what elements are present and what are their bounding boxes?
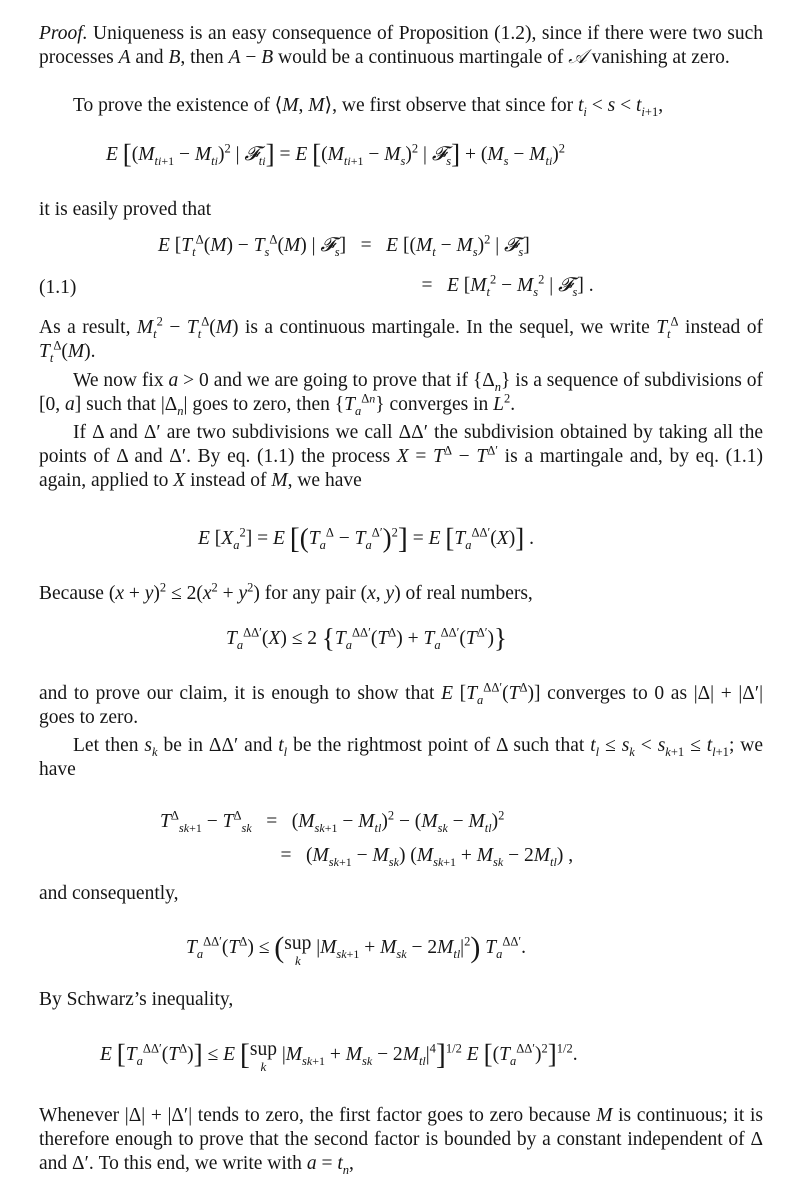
schwarz-text: By Schwarz’s inequality, [39,989,234,1010]
eq-1-1-line1: E [$T_t^\Delta(M) - T_s^\Delta(M)$ | 𝓕$_s$] = E [$(M_t - M_s)^2$ | 𝓕$_s$] [158,232,530,259]
existence-paragraph: To prove the existence of ⟨M, M⟩, we first observe that since for $t_i < s < t_{i+1}$, [73,95,664,119]
claim-paragraph: and to prove our claim, it is enough to show that E $[T_a^{\Delta\Delta'}(T^\Delta)]$ converges to 0 as |Δ| + |Δ′| goes to zero. [39,680,763,728]
equation-number: (1.1) [39,277,77,298]
difference-equation-line1: $T^\Delta_{sk+1} - T^\Delta_{sk} = (M_{sk+1} - M_{tl})^2 - (M_{sk} - M_{tl})^2$ [160,808,505,835]
proof-paragraph: Proof. Uniqueness is an easy consequence of Proposition (1.2), since if there were two such processes A and B, then A − B would be a continuous martingale of 𝒜 vanishing at zero. [39,23,763,68]
sup-bound-equation: $T_a^{\Delta\Delta'}(T^\Delta) \le (sup$ k $|M_{sk+1} + M_{sk} - 2M_{tl}|^2$) $T_a^{\Delta\Delta'}$. [186,931,526,968]
conditional-square-equation: E [$(M_{ti+1} - M_{ti})^2$ | 𝓕$_{ti}$] = E [$(M_{ti+1} - M_s)^2$ | 𝓕$_s$] + $(M_s - M_{ti})^2$ [106,139,566,169]
difference-equation-line2: = $(M_{sk+1} - M_{sk}) (M_{sk+1} + M_{sk} - 2M_{tl})$ , [280,845,574,869]
quadratic-bound-equation: $T_a^{\Delta\Delta'}(X) \le 2$ $\{T_a^{\Delta\Delta'}(T^\Delta) + T_a^{\Delta\Delta'}(T^{\Delta'})\}$ [226,623,507,653]
rightmost-point-paragraph: Let then $s_k$ be in ΔΔ′ and $t_l$ be the rightmost point of Δ such that $t_l \le s_k < s_{k+1} \le t_{l+1}$; we have [39,735,764,780]
inequality-paragraph: Because $(x + y)^2 \le 2(x^2 + y^2)$ for any pair (x, y) of real numbers, [39,580,533,604]
conclusion-paragraph: Whenever |Δ| + |Δ′| tends to zero, the first factor goes to zero because M is continuous; it is therefore enough to prove that the second factor is bounded by a constant independent of Δ and Δ′. To this end, we write with $a = t_n$, [39,1105,763,1177]
two-subdivisions-paragraph: If Δ and Δ′ are two subdivisions we call ΔΔ′ the subdivision obtained by taking all the points of Δ and Δ′. By eq. (1.1) the process $X = T^\Delta - T^{\Delta'}$ is a martingale and, by eq. (1.1) again, applied to X instead of M, we have [39,422,764,491]
consequently-text: and consequently, [39,883,179,904]
easily-proved-text: it is easily proved that [39,199,212,220]
eq-1-1-line2: = E [$M_t^2 - M_s^2$ | 𝓕$_s$] . [421,272,594,299]
subdivision-paragraph: We now fix a > 0 and we are going to prove that if $\{\Delta_n\}$ is a sequence of subdivisions of [0, a] such that $|\Delta_n|$ goes to zero, then $\{T_a^{\Delta n}\}$ converges in $L^2$. [39,370,763,418]
martingale-paragraph: As a result, $M_t^2 - T_t^\Delta(M)$ is a continuous martingale. In the sequel, we write $T_t^\Delta$ instead of $T_t^\Delta(M)$. [39,314,763,365]
schwarz-equation: E $[T_a^{\Delta\Delta'}(T^\Delta)] \le E$ [sup k $|M_{sk+1} + M_{sk} - 2M_{tl}|^4]^{1/2}$ E $[(T_a^{\Delta\Delta'})^2]^{1/2}$. [100,1038,578,1074]
variance-equation: E $[X_a^2] = E$ $[(T_a^\Delta - T_a^{\Delta'})^2] = E$ $[T_a^{\Delta\Delta'}(X)]$ . [198,522,534,555]
